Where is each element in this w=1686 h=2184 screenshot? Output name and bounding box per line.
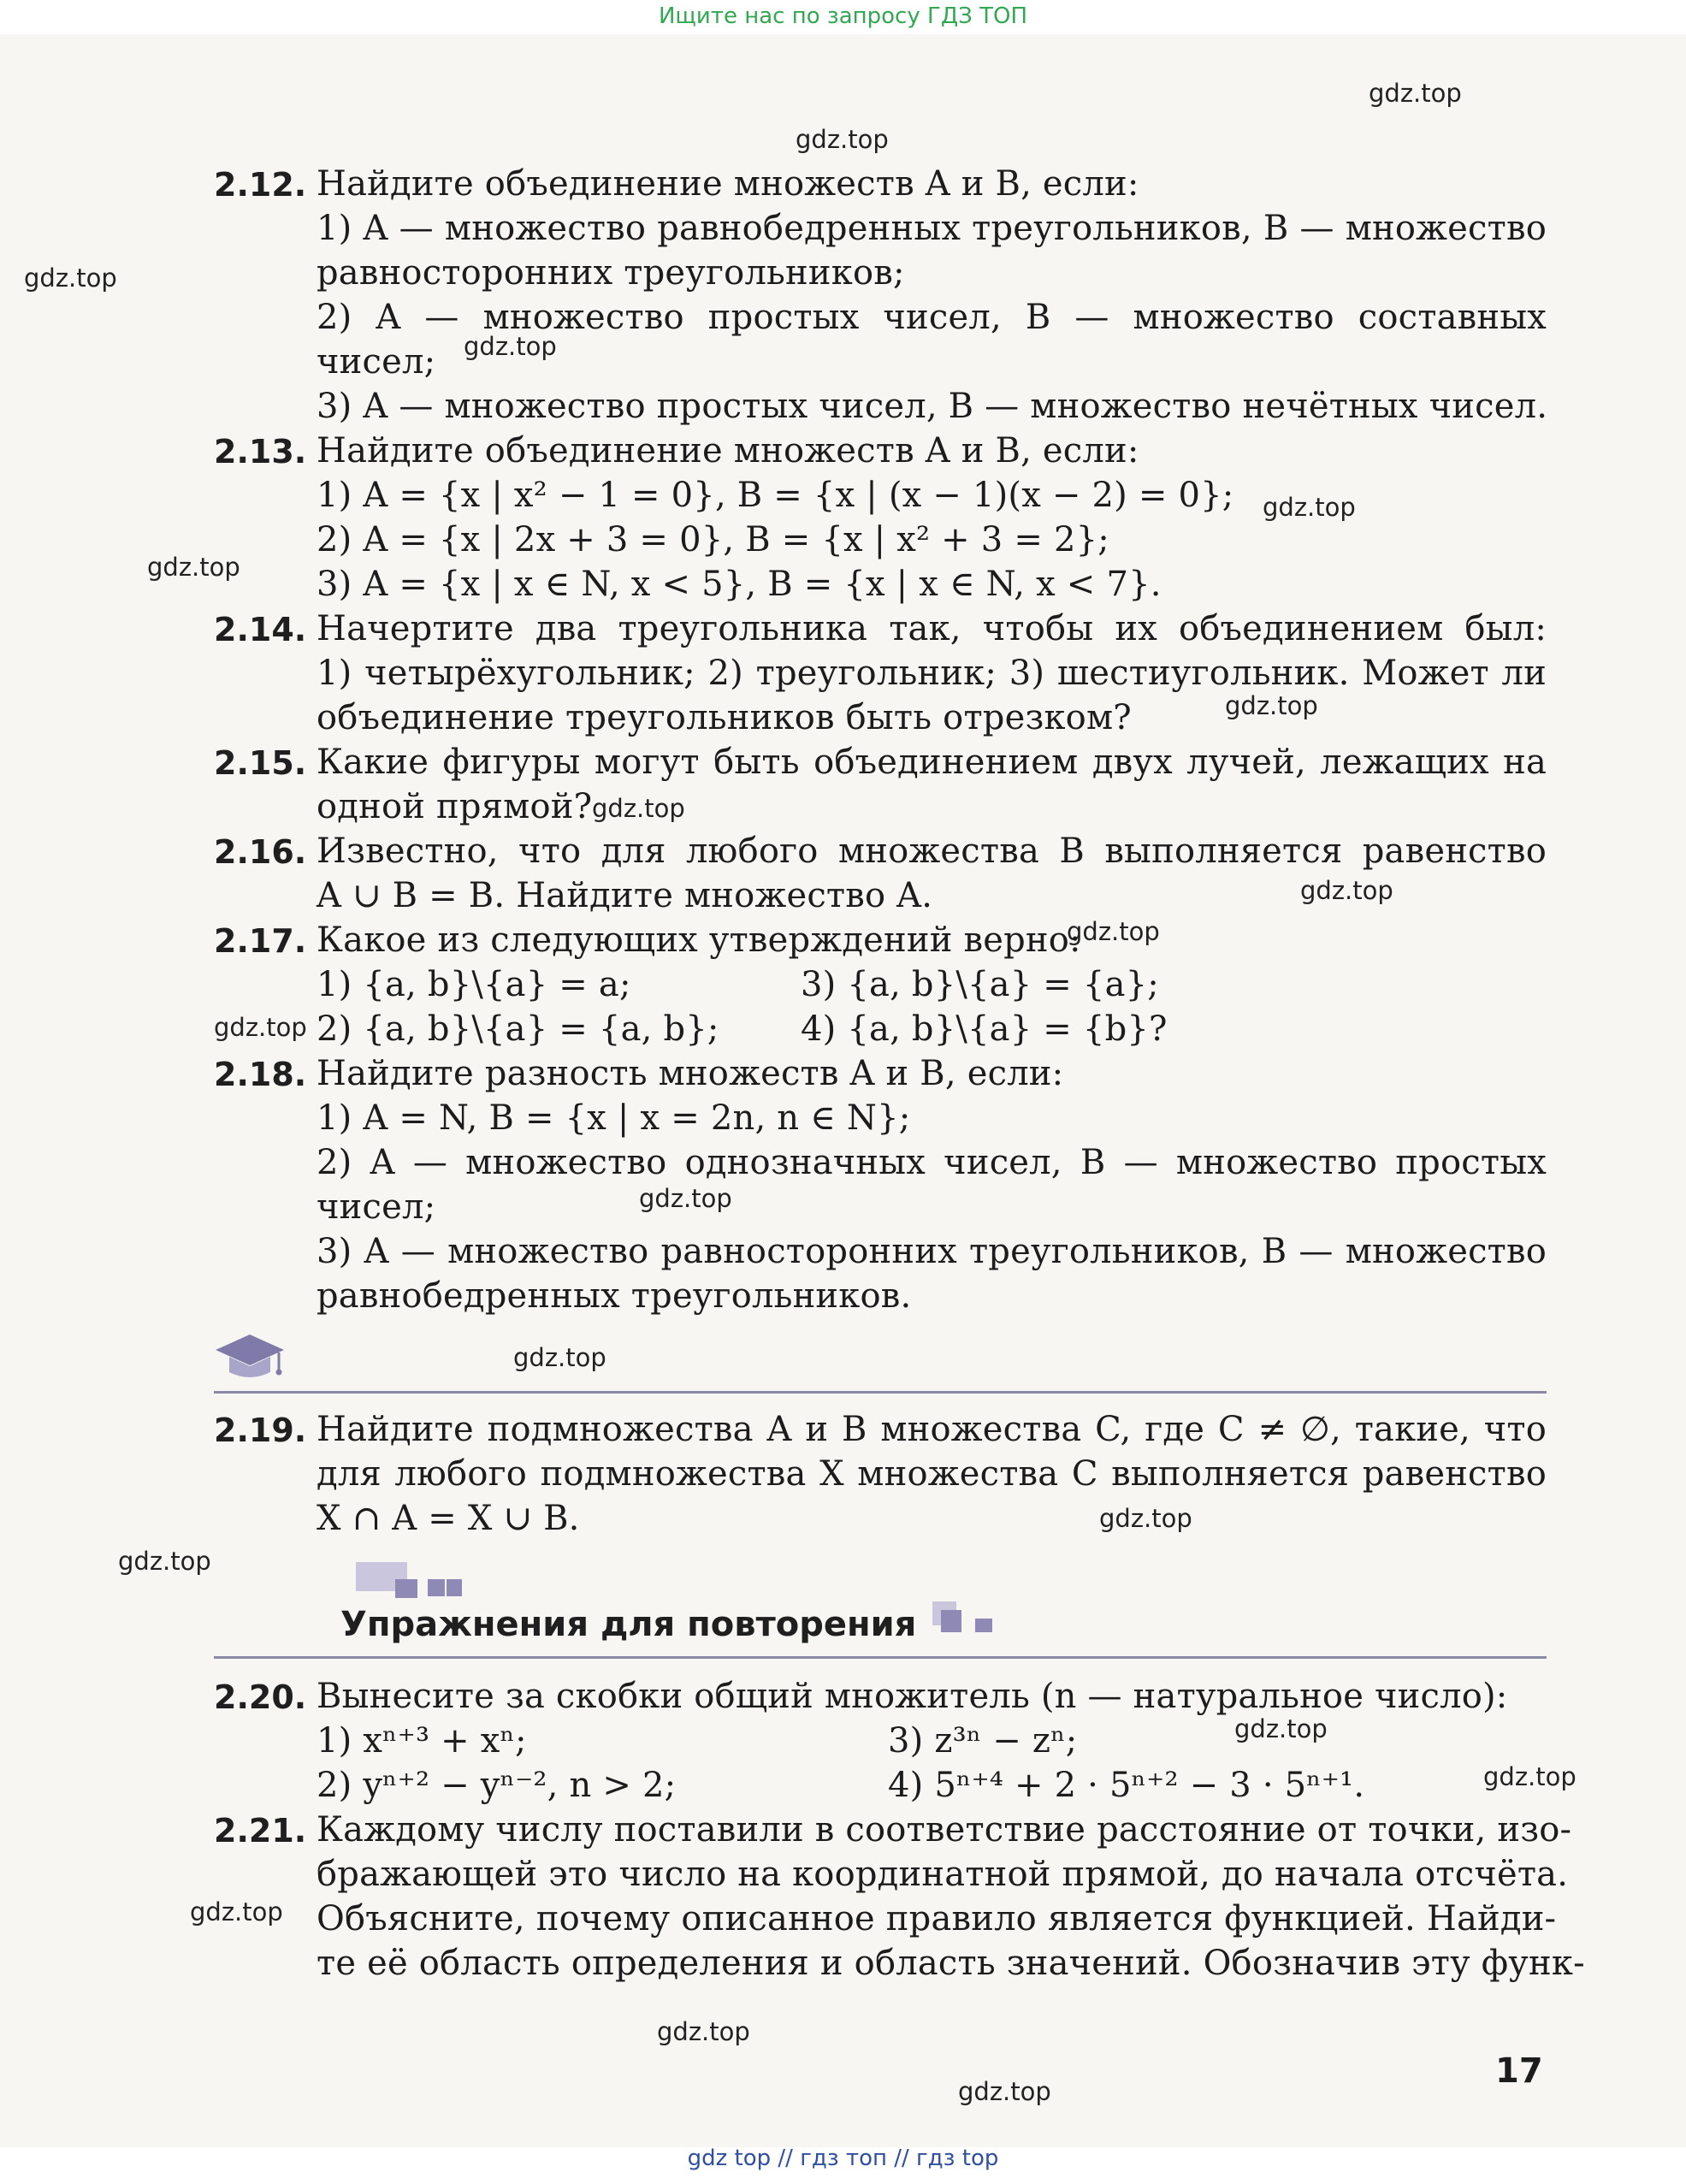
problem-text-line: равнобедренных треугольников. (316, 1276, 912, 1316)
option: 3) {a, b}\{a} = {a}; (801, 965, 1159, 1004)
problem-text-line: 2) A — множество простых чисел, B — множество составных (316, 298, 1547, 337)
decor-square (941, 1610, 961, 1632)
option-row (316, 1721, 1547, 1761)
watermark: gdz.top (958, 2077, 1051, 2106)
section-title: Упражнения для повторения (340, 1605, 917, 1644)
watermark: gdz.top (1263, 493, 1356, 522)
problem-text-line: объединение треугольников быть отрезком? (316, 698, 1132, 737)
problem-number: 2.21. (214, 1812, 307, 1850)
section-divider (214, 1656, 1547, 1659)
watermark: gdz.top (796, 125, 889, 154)
problem-text-line: Найдите объединение множеств A и B, если: (316, 164, 1139, 204)
problem-number: 2.12. (214, 166, 307, 204)
page-number: 17 (1495, 2051, 1543, 2091)
watermark: gdz.top (1300, 876, 1393, 905)
decor-square (447, 1579, 462, 1596)
watermark: gdz.top (464, 332, 557, 361)
problem-text-line: равносторонних треугольников; (316, 253, 905, 293)
watermark: gdz.top (118, 1547, 211, 1576)
watermark: gdz.top (1099, 1504, 1192, 1533)
problem-text-line: те её область определения и область значений. Обозначив эту функ- (316, 1944, 1585, 1983)
footer-links[interactable]: gdz top // гдз топ // гдз top (687, 2146, 999, 2171)
watermark: gdz.top (513, 1343, 606, 1372)
section-divider (214, 1391, 1547, 1394)
top-banner[interactable]: Ищите нас по запросу ГДЗ ТОП (658, 3, 1028, 29)
problem-text-line: Объясните, почему описанное правило является функцией. Найди- (316, 1899, 1557, 1938)
watermark: gdz.top (592, 794, 685, 823)
problem-text-line: Какие фигуры могут быть объединением двух лучей, лежащих на (316, 743, 1547, 782)
problem-text-line: Найдите объединение множеств A и B, если: (316, 431, 1139, 471)
problem-text-line: 2) A — множество однозначных чисел, B — множество простых (316, 1143, 1547, 1182)
problem-text-line: одной прямой? (316, 787, 593, 826)
option: 1) {a, b}\{a} = a; (316, 965, 631, 1004)
problem-text-line: 2) A = {x | 2x + 3 = 0}, B = {x | x² + 3 = 2}; (316, 520, 1109, 559)
decor-square (975, 1619, 992, 1632)
problem-number: 2.15. (214, 744, 307, 782)
problem-number: 2.20. (214, 1678, 307, 1716)
option: 1) xⁿ⁺³ + xⁿ; (316, 1721, 527, 1761)
option-row (316, 1009, 1547, 1049)
problem-text-line: X ∩ A = X ∪ B. (316, 1499, 580, 1538)
problem-number: 2.17. (214, 922, 307, 960)
problem-text-line: 3) A — множество равносторонних треугольников, B — множество (316, 1232, 1547, 1271)
watermark: gdz.top (657, 2017, 750, 2046)
option: 2) {a, b}\{a} = {a, b}; (316, 1009, 719, 1049)
problem-text-line: Известно, что для любого множества B выполняется равенство (316, 832, 1547, 871)
watermark: gdz.top (147, 553, 240, 582)
problem-text-line: чисел; (316, 1187, 436, 1227)
problem-text-line: для любого подмножества X множества C выполняется равенство (316, 1454, 1547, 1494)
problem-text-line: Найдите подмножества A и B множества C, где C ≠ ∅, такие, что (316, 1410, 1547, 1449)
problem-number: 2.16. (214, 833, 307, 871)
watermark: gdz.top (1225, 691, 1318, 720)
option-row (316, 965, 1547, 1004)
problem-text-line: 1) четырёхугольник; 2) треугольник; 3) шестиугольник. Может ли (316, 654, 1547, 693)
option-row (316, 1766, 1547, 1805)
problem-number: 2.19. (214, 1412, 307, 1449)
decor-square (395, 1579, 417, 1598)
problem-text-line: A ∪ B = B. Найдите множество A. (316, 876, 933, 915)
watermark: gdz.top (24, 263, 117, 293)
watermark: gdz.top (1369, 79, 1462, 108)
problem-text-line: Начертите два треугольника так, чтобы их объединением был: (316, 609, 1547, 648)
decor-square (428, 1579, 445, 1596)
problem-number: 2.18. (214, 1056, 307, 1093)
problem-text-line: Какое из следующих утверждений верно: (316, 920, 1081, 960)
problem-number: 2.14. (214, 611, 307, 648)
option: 4) {a, b}\{a} = {b}? (801, 1009, 1168, 1049)
watermark: gdz.top (190, 1897, 283, 1927)
watermark: gdz.top (1234, 1714, 1328, 1743)
problem-text-line: Найдите разность множеств A и B, если: (316, 1054, 1064, 1093)
watermark: gdz.top (639, 1184, 732, 1213)
option: 3) z³ⁿ − zⁿ; (888, 1721, 1078, 1761)
watermark: gdz.top (1483, 1762, 1577, 1791)
watermark: gdz.top (1067, 917, 1160, 946)
graduation-cap-icon (214, 1331, 286, 1386)
option: 4) 5ⁿ⁺⁴ + 2 · 5ⁿ⁺² − 3 · 5ⁿ⁺¹. (888, 1766, 1365, 1805)
problem-text-line: 1) A — множество равнобедренных треугольников, B — множество (316, 209, 1547, 248)
watermark: gdz.top (214, 1013, 307, 1042)
problem-text-line: Каждому числу поставили в соответствие расстояние от точки, изо- (316, 1810, 1572, 1850)
problem-text-line: Вынесите за скобки общий множитель (n — натуральное число): (316, 1677, 1508, 1716)
problem-text-line: 1) A = N, B = {x | x = 2n, n ∈ N}; (316, 1098, 911, 1138)
problem-text-line: 1) A = {x | x² − 1 = 0}, B = {x | (x − 1)(x − 2) = 0}; (316, 476, 1234, 515)
problem-text-line: 3) A — множество простых чисел, B — множество нечётных чисел. (316, 387, 1548, 426)
problem-text-line: чисел; (316, 342, 436, 382)
problem-text-line: бражающей это число на координатной прямой, до начала отсчёта. (316, 1855, 1569, 1894)
problem-text-line: 3) A = {x | x ∈ N, x < 5}, B = {x | x ∈ N, x < 7}. (316, 565, 1162, 604)
problem-number: 2.13. (214, 433, 307, 471)
option: 2) yⁿ⁺² − yⁿ⁻², n > 2; (316, 1766, 677, 1805)
